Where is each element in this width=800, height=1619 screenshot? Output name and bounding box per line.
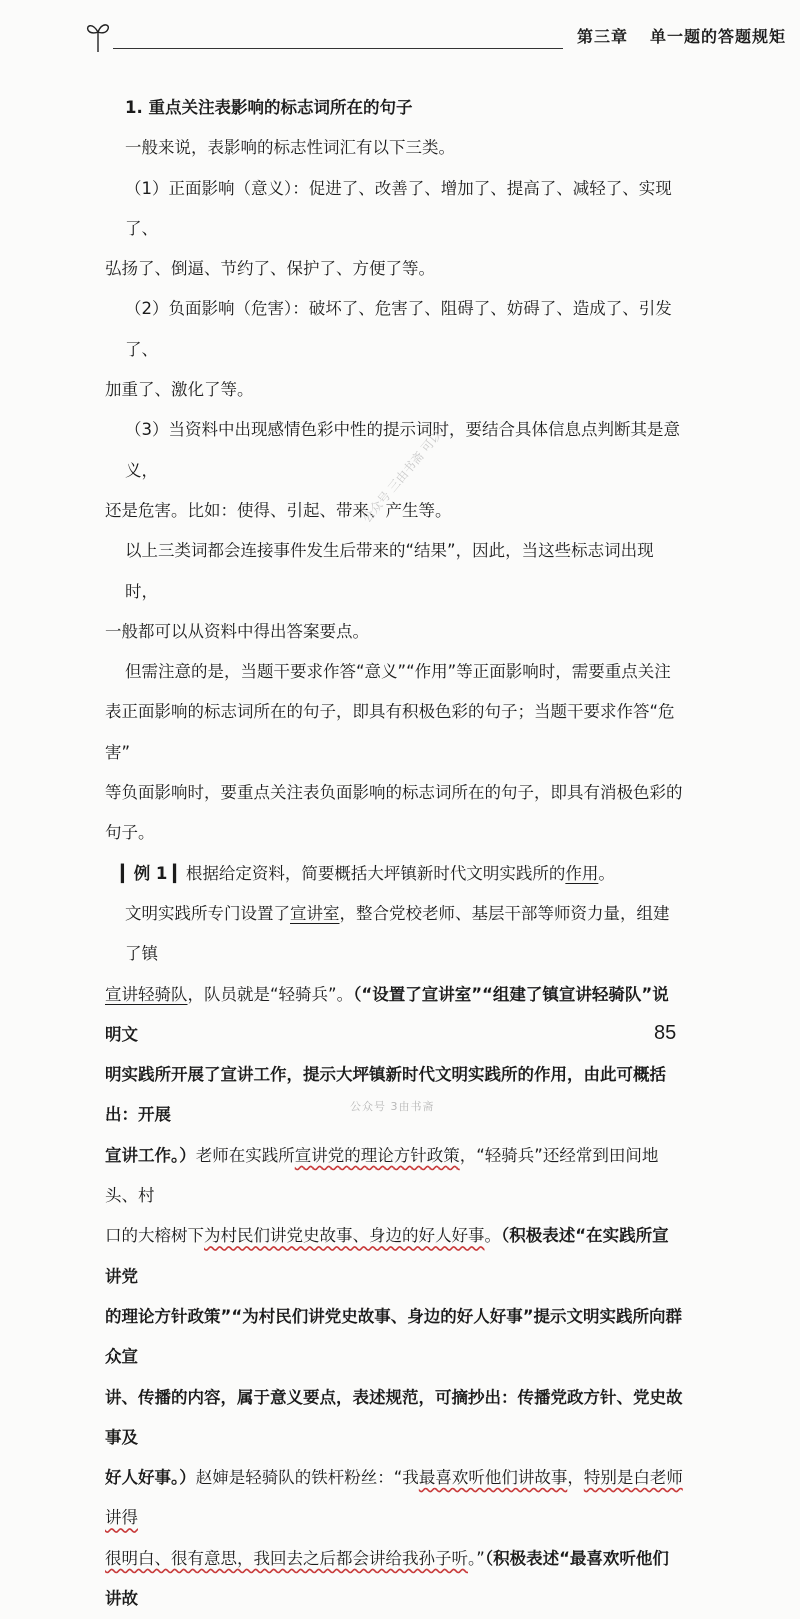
passage-text: ，队员就是“轻骑兵”。 (187, 984, 354, 1004)
underlined-phrase: 宣讲室 (290, 903, 340, 923)
passage-text: ， (567, 1468, 584, 1488)
wavy-phrase: 很明白、很有意思，我回去之后都会讲给我孙子听 (105, 1548, 468, 1568)
example-tag: ▎例 1 ▎ (121, 863, 186, 883)
analysis-note: 宣讲工作。） (105, 1145, 196, 1165)
wavy-phrase: 最喜欢听他们讲故事 (418, 1468, 568, 1488)
passage-line9 (105, 1539, 685, 1619)
section-heading: 1. 重点关注表影响的标志词所在的句子 (125, 98, 413, 117)
para2-line3: 等负面影响时，要重点关注表负面影响的标志词所在的句子，即具有消极色彩的句子。 (105, 783, 683, 843)
passage-text: 。 (484, 1226, 501, 1246)
passage-line3: 明实践所开展了宣讲工作，提示大坪镇新时代文明实践所的作用，由此可概括出：开展 (105, 1065, 666, 1125)
passage-line8 (105, 1458, 685, 1539)
page-number: 85 (654, 1022, 677, 1044)
analysis-note: （积极表述“最喜欢听他们讲故 (105, 1548, 669, 1608)
item1-line2: 弘扬了、倒逼、节约了、保护了、方便了等。 (105, 259, 435, 279)
passage-line4 (105, 1136, 685, 1217)
passage-text: 口的大榕树下 (105, 1226, 204, 1246)
passage-line2 (105, 975, 685, 1056)
page-body (105, 88, 685, 1619)
chapter-title: 单一题的答题规矩 (650, 27, 787, 46)
passage-text: 老师在实践所 (195, 1145, 295, 1165)
sprout-icon (85, 18, 111, 54)
analysis-note: 好人好事。） (105, 1468, 196, 1488)
item1-line1: （1）正面影响（意义）：促进了、改善了、增加了、提高了、减轻了、实现了、 (125, 178, 672, 238)
analysis-note: （“设置了宣讲室”“组建了镇宣讲轻骑队”说明文 (105, 984, 669, 1044)
para2-line1: 但需注意的是，当题干要求作答“意义”“作用”等正面影响时，需要重点关注 (125, 662, 671, 682)
passage-line7: 讲、传播的内容，属于意义要点，表述规范，可摘抄出：传播党政方针、党史故事及 (105, 1387, 683, 1447)
item3-line1: （3）当资料中出现感情色彩中性的提示词时，要结合具体信息点判断其是意义， (125, 420, 680, 480)
para1-line1: 以上三类词都会连接事件发生后带来的“结果”，因此，当这些标志词出现时， (125, 541, 654, 601)
example-prompt (121, 854, 685, 894)
analysis-note: （积极表述“在实践所宣讲党 (105, 1226, 669, 1286)
intro-text: 一般来说，表影响的标志性词汇有以下三类。 (125, 138, 455, 158)
wavy-phrase: 宣讲党的理论方针政策 (294, 1145, 460, 1165)
para2-line2: 表正面影响的标志词所在的句子，即具有积极色彩的句子；当题干要求作答“危害” (105, 702, 675, 762)
footer-mark: 公众号 3由书斋 (350, 1100, 435, 1113)
underlined-phrase: 宣讲轻骑队 (105, 984, 188, 1004)
item2-line2: 加重了、激化了等。 (105, 380, 254, 400)
watermark: 公众号 三由书斋 可以 (359, 427, 445, 526)
passage-text: ，整合党校老师、基层干部等师资力量，组建了镇 (125, 903, 670, 964)
page-header (85, 18, 787, 50)
item3-line2: 还是危害。比如：使得、引起、带来、产生等。 (105, 500, 452, 520)
chapter-number: 第三章 (577, 27, 629, 46)
wavy-phrase: 为村民们讲党史故事、身边的好人好事 (204, 1226, 485, 1246)
passage-line5 (105, 1216, 685, 1297)
wavy-phrase: 特别是白老师讲得 (105, 1468, 683, 1528)
example-keyword: 作用 (565, 863, 599, 883)
example-text: 根据给定资料，简要概括大坪镇新时代文明实践所的 (185, 863, 566, 883)
passage-text: ，“轻骑兵”还经常到田间地头、村 (105, 1145, 659, 1206)
header-rule (113, 48, 563, 49)
item2-line1: （2）负面影响（危害）：破坏了、危害了、阻碍了、妨碍了、造成了、引发了、 (125, 299, 672, 359)
passage-line1 (125, 894, 685, 975)
chapter-label (577, 24, 786, 47)
para1-line2: 一般都可以从资料中得出答案要点。 (105, 621, 369, 641)
passage-text: 。” (468, 1548, 485, 1568)
example-end: 。 (598, 863, 615, 883)
passage-text: 赵婶是轻骑队的铁杆粉丝：“我 (195, 1468, 419, 1488)
passage-line6: 的理论方针政策”“为村民们讲党史故事、身边的好人好事”提示文明实践所向群众宣 (105, 1306, 683, 1367)
passage-text: 文明实践所专门设置了 (125, 903, 290, 923)
